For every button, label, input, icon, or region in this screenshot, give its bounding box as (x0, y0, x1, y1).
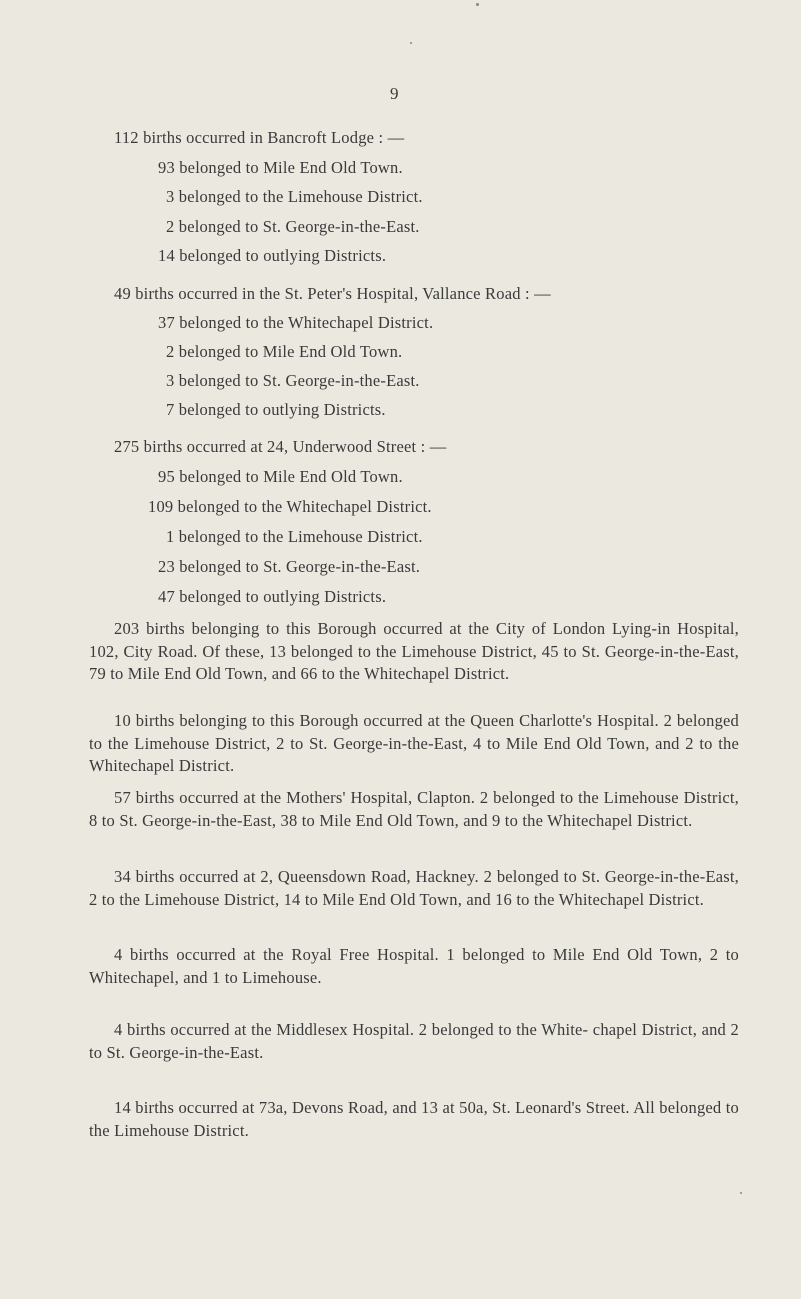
list-item: 3 belonged to the Limehouse District. (166, 187, 423, 206)
paper-speck (410, 42, 412, 44)
page-number: 9 (390, 84, 399, 103)
section-heading-st-peters: 49 births occurred in the St. Peter's Hospital, Vallance Road : — (114, 284, 551, 303)
list-item: 7 belonged to outlying Districts. (166, 400, 386, 419)
section-heading-underwood: 275 births occurred at 24, Underwood Street : — (114, 437, 447, 456)
paragraph-devons-road: 14 births occurred at 73a, Devons Road, and 13 at 50a, St. Leonard's Street. All belonged to the Limehouse District. (89, 1098, 739, 1140)
paragraph-middlesex: 4 births occurred at the Middlesex Hospital. 2 belonged to the White- chapel District, and 2 to St. George-in-the-East. (89, 1020, 739, 1062)
list-item: 95 belonged to Mile End Old Town. (158, 467, 403, 486)
list-item: 23 belonged to St. George-in-the-East. (158, 557, 421, 576)
list-item: 2 belonged to Mile End Old Town. (166, 342, 403, 361)
list-item: 14 belonged to outlying Districts. (158, 246, 387, 265)
list-item: 1 belonged to the Limehouse District. (166, 527, 423, 546)
list-item: 37 belonged to the Whitechapel District. (158, 313, 434, 332)
paper-speck (476, 3, 479, 6)
paper-speck (740, 1192, 742, 1194)
list-item: 109 belonged to the Whitechapel District. (148, 497, 432, 516)
paragraph-mothers-hospital: 57 births occurred at the Mothers' Hospital, Clapton. 2 belonged to the Limehouse District, 8 to St. George-in-the-East, 38 to Mile End Old Town, and 9 to the Whitechapel District. (89, 788, 739, 830)
list-item: 47 belonged to outlying Districts. (158, 587, 387, 606)
paragraph-city-of-london: 203 births belonging to this Borough occurred at the City of London Lying-in Hospital, 102, City Road. Of these, 13 belonged to the Limehouse District, 45 to St. George-in-the-East, 79 to Mile End Old Town, and 66 to the Whitechapel District. (89, 619, 739, 683)
paragraph-queen-charlottes: 10 births belonging to this Borough occurred at the Queen Charlotte's Hospital. 2 belonged to the Limehouse District, 2 to St. George-in-the-East, 4 to Mile End Old Town, and 2 to the Whitechapel District. (89, 711, 739, 775)
section-heading-bancroft: 112 births occurred in Bancroft Lodge : — (114, 128, 405, 147)
list-item: 2 belonged to St. George-in-the-East. (166, 217, 420, 236)
list-item: 3 belonged to St. George-in-the-East. (166, 371, 420, 390)
paragraph-queensdown-road: 34 births occurred at 2, Queensdown Road, Hackney. 2 belonged to St. George-in-the-East, 2 to the Limehouse District, 14 to Mile End Old Town, and 16 to the Whitechapel District. (89, 867, 739, 909)
list-item: 93 belonged to Mile End Old Town. (158, 158, 403, 177)
paragraph-royal-free: 4 births occurred at the Royal Free Hospital. 1 belonged to Mile End Old Town, 2 to Whitechapel, and 1 to Limehouse. (89, 945, 739, 987)
